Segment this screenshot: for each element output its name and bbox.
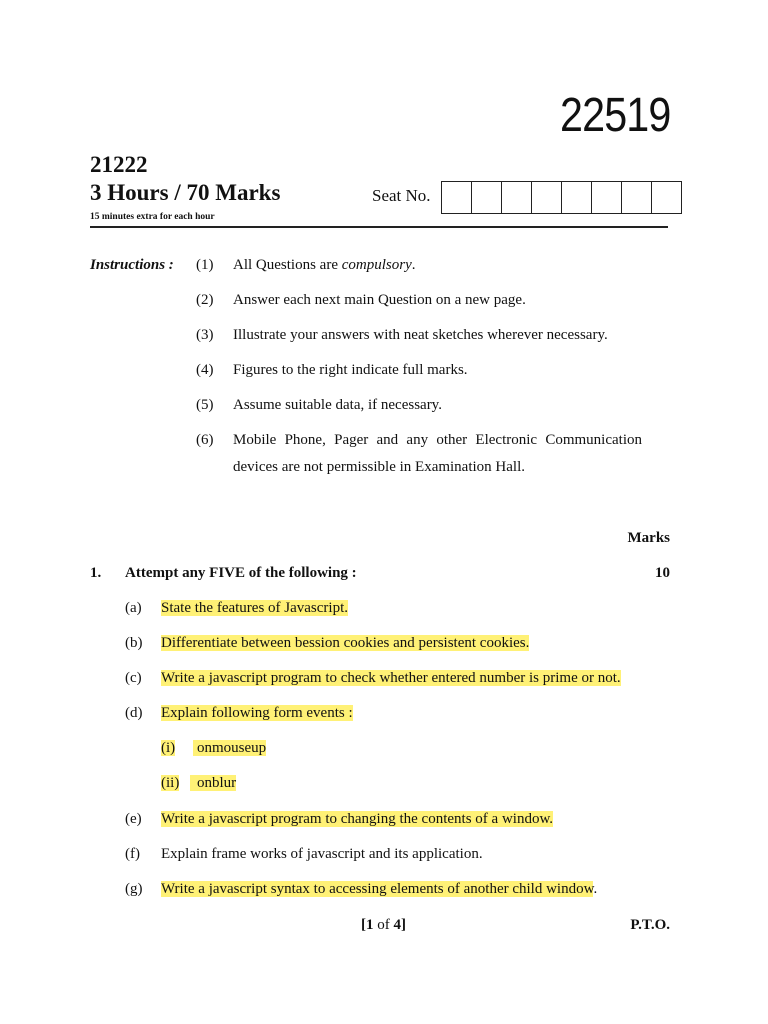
question-item-text [161, 811, 553, 828]
subitem-text [190, 775, 236, 792]
pto-label: P.T.O. [630, 917, 670, 933]
instructions-label: Instructions : [90, 257, 174, 273]
page-total: 4 [393, 917, 401, 933]
extra-time-note: 15 minutes extra for each hour [90, 212, 215, 222]
highlighted-text: Write a javascript program to changing the contents of a window. [161, 811, 554, 827]
instruction-text-part: All Questions are [233, 257, 342, 273]
duration-marks: 3 Hours / 70 Marks [90, 180, 281, 205]
highlighted-text: onblur [190, 775, 236, 791]
page-bracket-open: [ [361, 917, 366, 933]
instruction-text: Assume suitable data, if necessary. [233, 397, 442, 413]
question-marks: 10 [655, 565, 670, 581]
question-item-text [161, 635, 529, 652]
question-item-text: Explain frame works of javascript and its application. [161, 846, 483, 862]
seat-box[interactable] [472, 182, 502, 213]
question-item-letter: (d) [125, 705, 143, 721]
instruction-number: (6) [196, 432, 214, 448]
question-item-letter: (g) [125, 881, 143, 897]
seat-box[interactable] [652, 182, 682, 213]
seat-number-boxes[interactable] [441, 181, 682, 214]
seat-box[interactable] [502, 182, 532, 213]
question-item-text [161, 705, 353, 722]
instruction-text-line1: Mobile Phone, Pager and any other Electronic Communication [233, 432, 642, 448]
question-item-letter: (c) [125, 670, 142, 686]
marks-column-header: Marks [627, 530, 670, 546]
instruction-text: Illustrate your answers with neat sketches wherever necessary. [233, 327, 608, 343]
paper-code: 22519 [560, 89, 671, 142]
question-item-text [161, 881, 597, 898]
highlighted-text: Explain following form events : [161, 705, 353, 721]
subitem-number [161, 740, 175, 757]
instruction-text: Answer each next main Question on a new page. [233, 292, 526, 308]
highlighted-text: (i) [161, 740, 176, 756]
page-current: 1 [366, 917, 374, 933]
highlighted-text: Differentiate between bession cookies and persistent cookies. [161, 635, 530, 651]
question-title: Attempt any FIVE of the following : [125, 565, 357, 581]
highlighted-text: State the features of Javascript. [161, 600, 349, 616]
instruction-text [233, 257, 415, 274]
instruction-number: (5) [196, 397, 214, 413]
instruction-number: (1) [196, 257, 214, 273]
highlighted-text: onmouseup [193, 740, 266, 756]
seat-number-label: Seat No. [372, 186, 431, 205]
question-item-letter: (a) [125, 600, 142, 616]
instruction-text: Figures to the right indicate full marks. [233, 362, 468, 378]
subitem-text [193, 740, 266, 757]
instruction-text-line2: devices are not permissible in Examination Hall. [233, 459, 526, 475]
question-item-letter: (b) [125, 635, 143, 651]
page-bracket-close: ] [401, 917, 406, 933]
highlighted-text: Write a javascript program to check whether entered number is prime or not. [161, 670, 621, 686]
seat-box[interactable] [532, 182, 562, 213]
page-indicator [361, 917, 406, 934]
reference-code: 21222 [90, 152, 148, 177]
seat-box[interactable] [622, 182, 652, 213]
page-of: of [373, 917, 394, 933]
question-item-letter: (e) [125, 811, 142, 827]
question-item-text [161, 600, 348, 617]
seat-box[interactable] [562, 182, 592, 213]
subitem-number [161, 775, 179, 792]
seat-box[interactable] [592, 182, 622, 213]
highlighted-text: (ii) [161, 775, 180, 791]
header-divider [90, 226, 668, 228]
instruction-number: (3) [196, 327, 214, 343]
instruction-emphasis: compulsory [341, 257, 412, 273]
instruction-text-part: . [411, 257, 416, 273]
seat-box[interactable] [442, 182, 472, 213]
trailing-punctuation: . [593, 881, 598, 897]
instruction-number: (2) [196, 292, 214, 308]
question-item-letter: (f) [125, 846, 140, 862]
instruction-number: (4) [196, 362, 214, 378]
question-item-text [161, 670, 621, 687]
highlighted-text: Write a javascript syntax to accessing elements of another child window [161, 881, 594, 897]
question-number: 1. [90, 565, 102, 581]
